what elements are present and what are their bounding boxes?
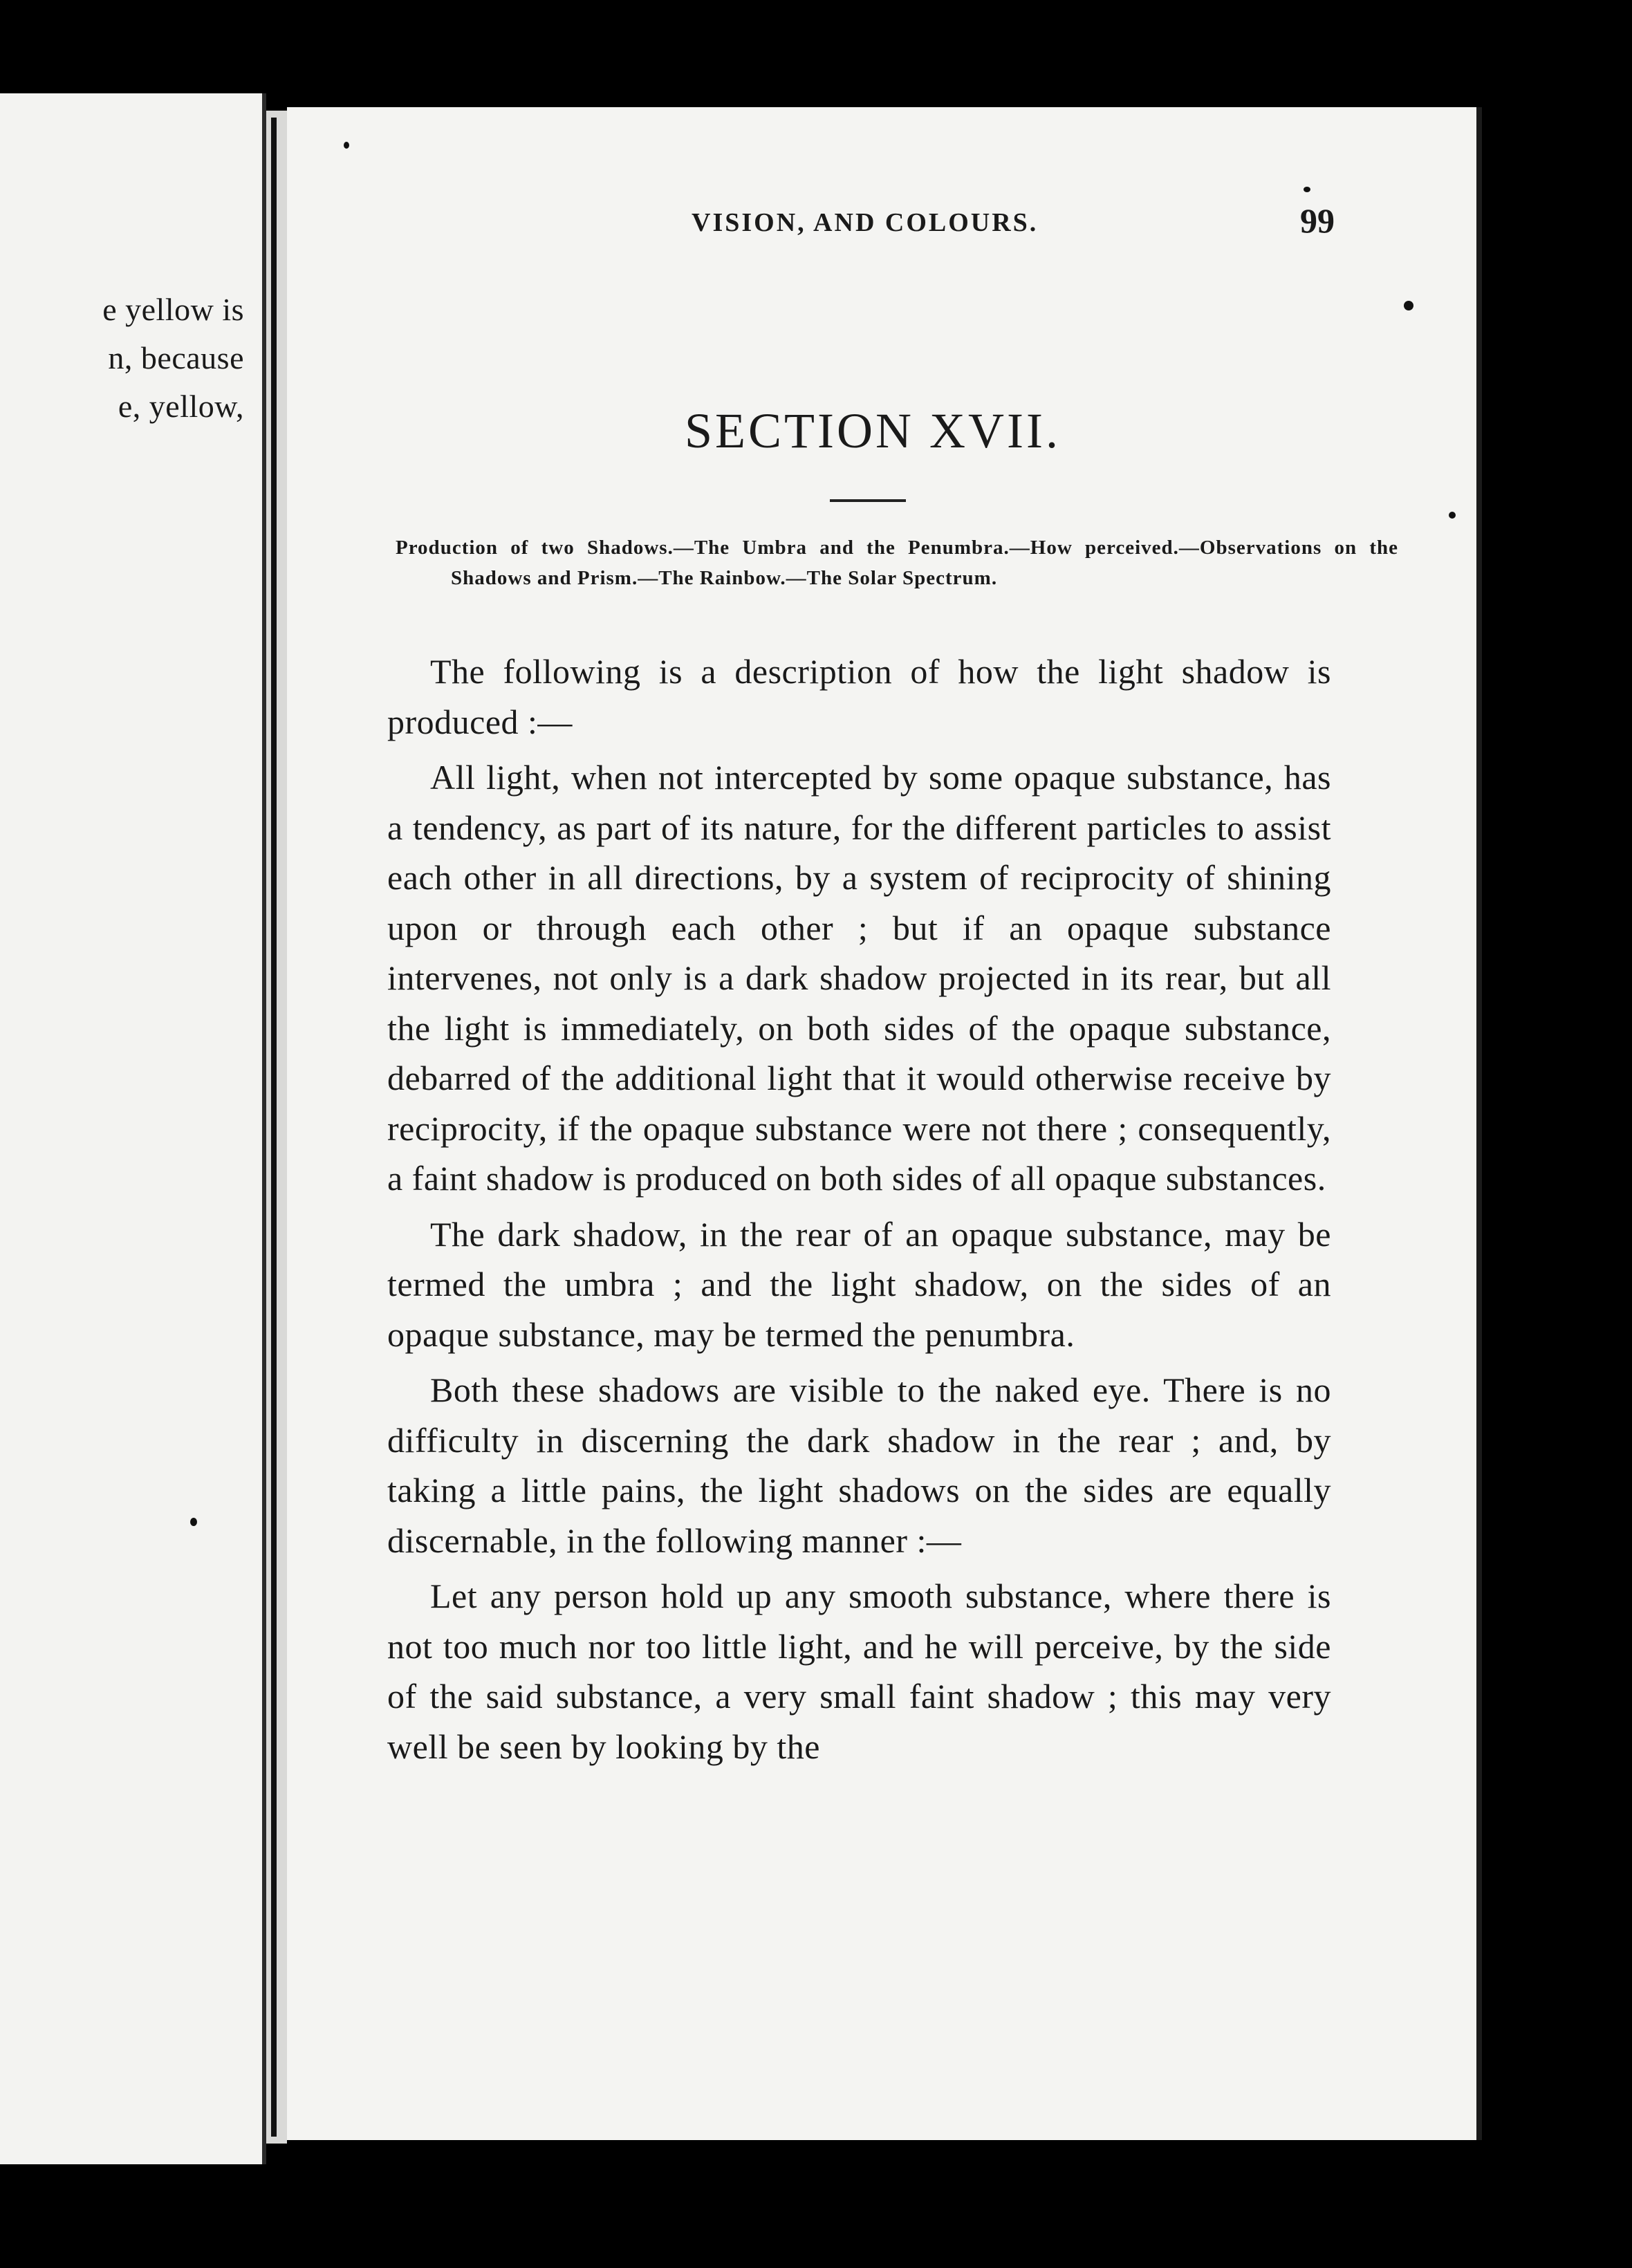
paragraph: All light, when not intercepted by some opaque substance, has a tendency, as part of its nature, for the different particles to assist each other in all directions, by a system of reciprocity of shining upon or through each other ; but if an opaque substance intervenes, not only is a dark shadow projected in its rear, but all the light is immediately, on both sides of the opaque substance, debarred of the additional light that it would otherwise receive by reciprocity, if the opaque substance were not there ; consequently, a faint shadow is produced on both sides of all opaque substances.	[387, 758, 1331, 1198]
scan-speck	[344, 142, 349, 149]
left-page-line: n, because	[108, 340, 244, 375]
running-title: VISION, AND COLOURS.	[692, 208, 1039, 237]
scan-speck	[190, 1518, 197, 1526]
paragraph: Let any person hold up any smooth substance, where there is not too much nor too little light, and he will perceive, by the side of the said substance, a very small faint shadow ; this may very well be seen by looking by the	[387, 1577, 1331, 1766]
right-page-edge	[1476, 107, 1482, 2140]
body-text	[387, 647, 1331, 1777]
left-page-line: e yellow is	[102, 292, 244, 327]
scan-speck	[1404, 301, 1413, 310]
paragraph: Both these shadows are visible to the naked eye. There is no difficulty in discerning the dark shadow in the rear ; and, by taking a little pains, the light shadows on the sides are equally discernable, in the following manner :—	[387, 1370, 1331, 1560]
paragraph: The following is a description of how the light shadow is produced :—	[387, 652, 1331, 741]
left-page-line: e, yellow,	[118, 389, 244, 424]
scan-speck	[1449, 512, 1456, 519]
section-title: SECTION XVII.	[685, 403, 1061, 458]
book-gutter	[266, 111, 287, 2144]
paragraph: The dark shadow, in the rear of an opaque substance, may be termed the umbra ; and the light shadow, on the sides of an opaque substance, may be termed the penumbra.	[387, 1214, 1331, 1354]
page-number: 99	[1300, 201, 1335, 240]
left-page-fragment	[0, 93, 266, 2164]
scan-speck	[1304, 187, 1310, 192]
section-synopsis: Production of two Shadows.—The Umbra and the Penumbra.—How perceived.—Observations on the Shadows and Prism.—The Rainbow.—The Solar Spectrum.	[396, 537, 1398, 589]
section-rule	[830, 499, 906, 502]
gutter-fold-line	[271, 118, 277, 2137]
